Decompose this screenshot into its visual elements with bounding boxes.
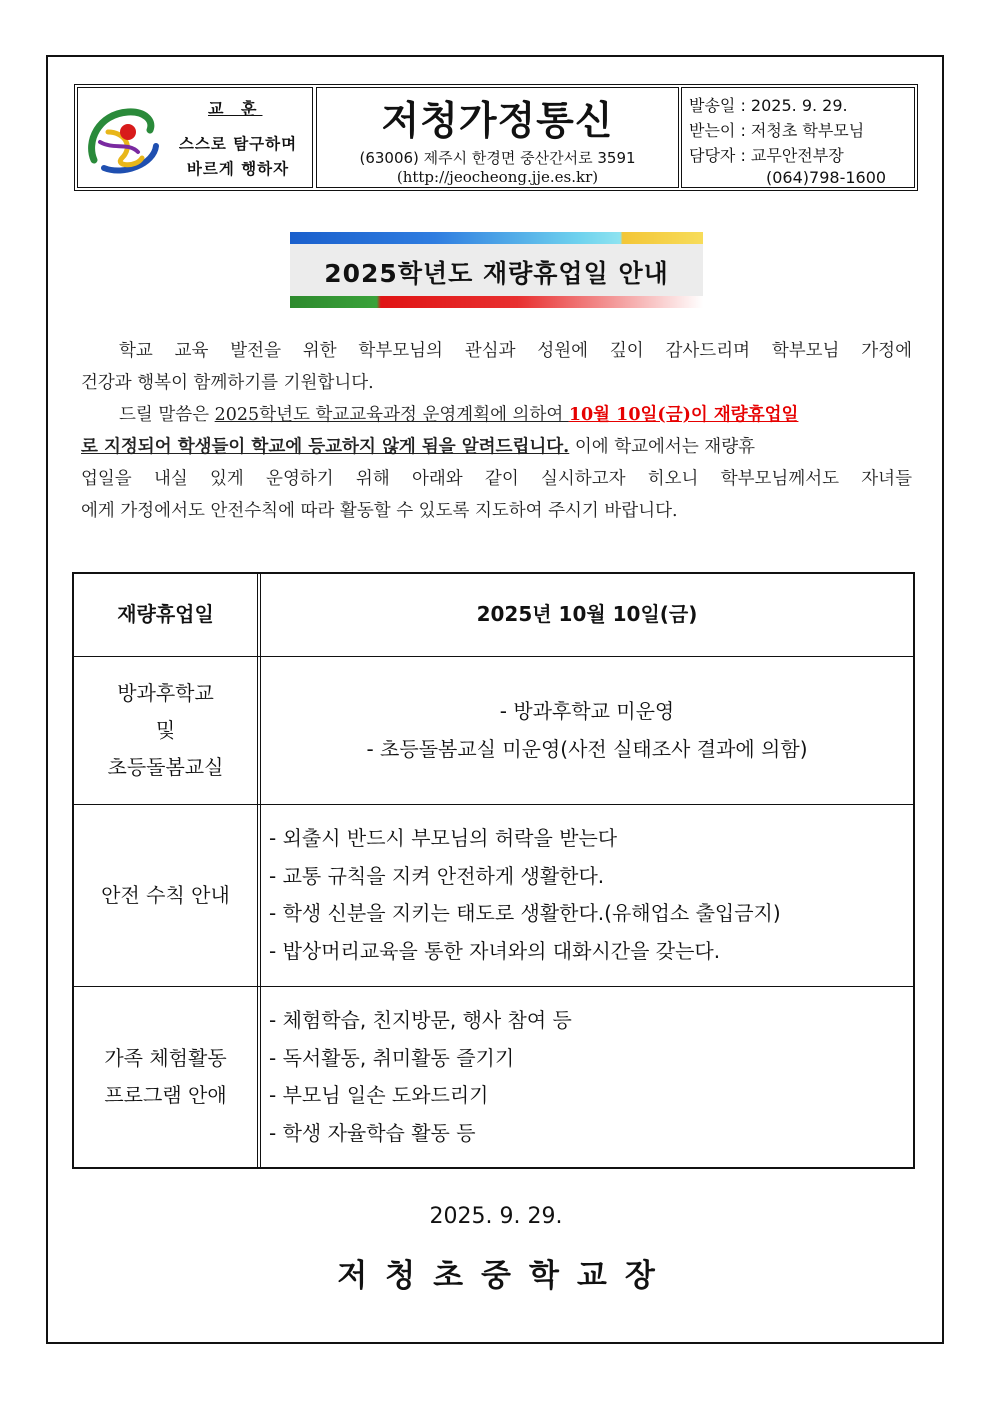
recipient: 받는이 : 저청초 학부모님 (689, 121, 865, 140)
paragraph-1-line-2: 건강과 행복이 함께하기를 기원합니다. (81, 373, 374, 393)
list-item: - 외출시 반드시 부모님의 허락을 받는다 (269, 826, 618, 850)
safety-rules-label: 안전 수칙 안내 (101, 883, 230, 907)
afterschool-items (261, 693, 913, 768)
newsletter-header (74, 84, 918, 191)
school-address: (63006) 제주시 한경면 중산간서로 3591 (359, 149, 636, 167)
afterschool-label-line: 및 (155, 718, 176, 742)
school-logo-icon (84, 102, 164, 178)
afterschool-label (74, 675, 257, 786)
list-item: - 밥상머리교육을 통한 자녀와의 대화시간을 갖는다. (269, 938, 721, 963)
family-activity-label-line: 프로그램 안애 (104, 1083, 227, 1107)
paragraph-2-line-2 (81, 433, 755, 458)
motto-line-2: 바르게 행하자 (186, 159, 290, 178)
banner-top-stripe (290, 232, 703, 244)
afterschool-label-line: 초등돌봄교실 (107, 755, 224, 779)
family-activity-label-line: 가족 체험활동 (104, 1046, 227, 1070)
motto-title: 교 훈 (208, 99, 263, 118)
list-item: - 부모님 일손 도와드리기 (269, 1083, 489, 1107)
paragraph-2-plan: 2025학년도 학교교육과정 운영계획에 의하여 (214, 405, 569, 425)
banner-bottom-stripe (290, 296, 703, 308)
banner-title-box (290, 244, 703, 296)
holiday-highlight: 10월 10일(금)이 재량휴업일 (568, 405, 799, 425)
motto-line-1: 스스로 탐구하며 (178, 134, 298, 153)
newsletter-title: 저청가정통신 (381, 99, 614, 144)
table-row-divider (74, 804, 913, 805)
newsletter-title-box (316, 87, 679, 188)
notice-banner (290, 232, 703, 310)
safety-rules-items (261, 820, 921, 970)
paragraph-1-line-1: 학교 교육 발전을 위한 학부모님의 관심과 성원에 깊이 감사드리며 학부모님 가정에 (119, 341, 912, 361)
table-row-divider (74, 656, 913, 657)
issue-date: 2025. 9. 29. (429, 1204, 563, 1229)
paragraph-2-line-4: 에게 가정에서도 안전수칙에 따라 활동할 수 있도록 지도하여 주시기 바랍니다. (81, 501, 678, 521)
list-item: - 독서활동, 취미활동 즐기기 (269, 1045, 515, 1070)
paragraph-2-line-1 (119, 401, 798, 426)
paragraph-2-continue: 이에 학교에서는 재량휴 (569, 437, 756, 457)
no-school-notice: 로 지정되어 학생들이 학교에 등교하지 않게 됨을 알려드립니다. (81, 437, 570, 457)
table-row-divider (74, 986, 913, 987)
list-item: - 학생 신분을 지키는 태도로 생활한다.(유해업소 출입금지) (269, 901, 781, 925)
sent-date: 발송일 : 2025. 9. 29. (689, 96, 848, 115)
send-info-box (681, 87, 915, 188)
contact-phone: (064)798-1600 (766, 168, 887, 187)
list-item: - 학생 자율학습 활동 등 (269, 1120, 476, 1145)
contact-person: 담당자 : 교무안전부장 (689, 146, 844, 165)
family-activity-label (74, 1040, 257, 1114)
list-item: - 교통 규칙을 지켜 안전하게 생활한다. (269, 863, 605, 888)
list-item: - 체험학습, 친지방문, 행사 참여 등 (269, 1008, 572, 1032)
school-url: (http://jeocheong.jje.es.kr) (396, 168, 599, 186)
afterschool-label-line: 방과후학교 (117, 681, 214, 705)
banner-title: 2025학년도 재량휴업일 안내 (324, 259, 669, 288)
paragraph-2-intro: 드릴 말씀은 (119, 405, 215, 425)
list-item: - 방과후학교 미운영 (499, 699, 675, 723)
holiday-info-table (72, 572, 915, 1169)
school-motto-box (77, 87, 313, 188)
family-activity-items (261, 1002, 921, 1152)
paragraph-2-line-3: 업일을 내실 있게 운영하기 위해 아래와 같이 실시하고자 히오니 학부모님께서도 자녀들 (81, 469, 912, 489)
holiday-label: 재량휴업일 (117, 602, 214, 626)
list-item: - 초등돌봄교실 미운영(사전 실태조사 결과에 의함) (366, 736, 808, 761)
holiday-date: 2025년 10월 10일(금) (476, 602, 698, 626)
principal-signature: 저청초중학교장 (337, 1258, 673, 1294)
